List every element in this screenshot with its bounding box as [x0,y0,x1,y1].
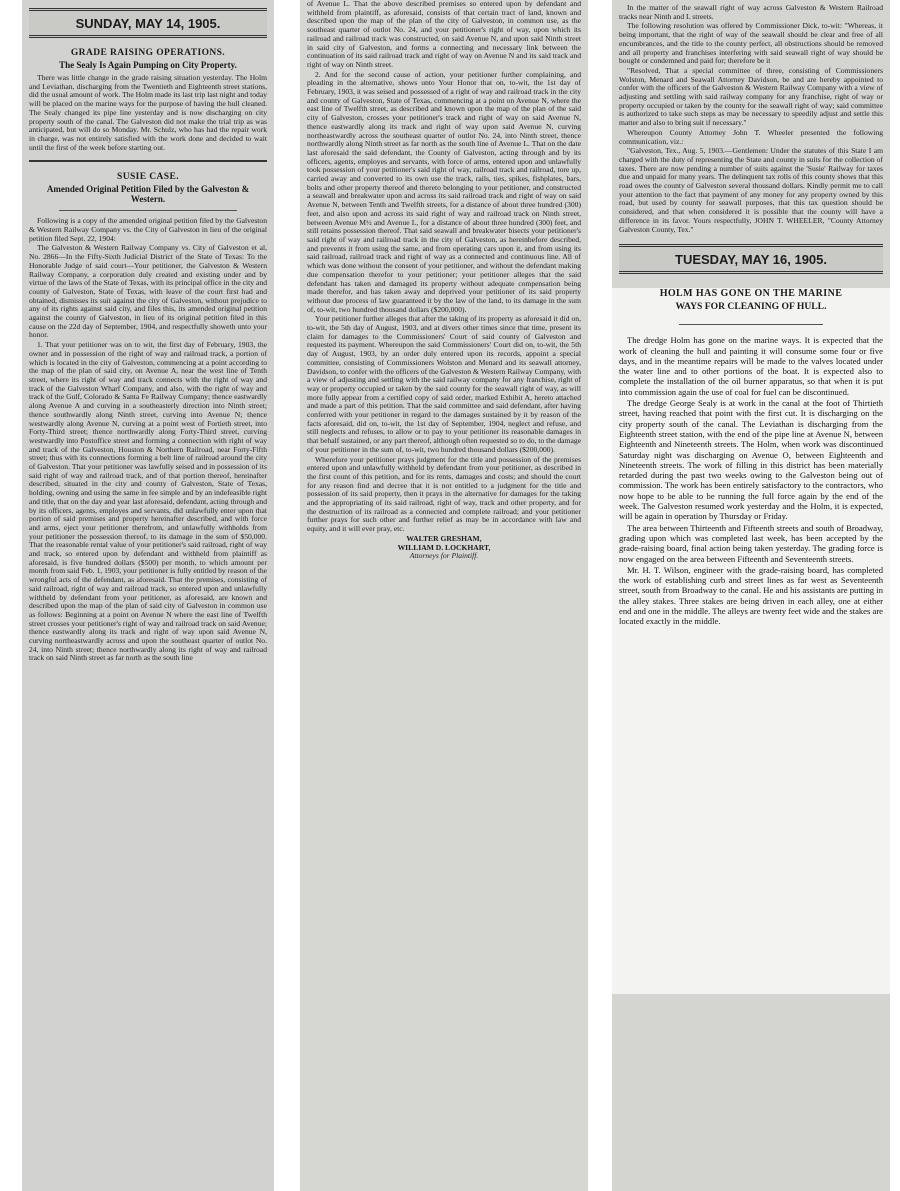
signature-name: WILLIAM D. LOCKHART, [397,542,491,552]
article-paragraph: Mr. H. T. Wilson, engineer with the grade-raising board, has completed the work of establishing curb and street lines as far west as Seventeenth street, south from Broadway to the canal. He and his assistants are putting in the alley stakes. Three stakes are being driven in each alley, one at either end and one in the middle. The alleys are twenty feet wide and the stakes are located exactly in the middle. [619,564,883,627]
article-paragraph: "Galveston, Tex., Aug. 5, 1903.—Gentlemen: Under the statutes of this State I am charged with the duty of representing the State and county in suits for the collection of taxes. There are now pending a number of suits against the 'Susie' Railway for taxes due and unpaid for many years. The delinquent tax rolls of this county shows that this road owes the county of Galveston several thousand dollars. Kindly permit me to call your attention to the fact that payment of any money for any property owned by this road, but used by county for seawall purposes, that this tax question should be considered, and that when considered it is possible that the county will have a difference in its favor. Yours respectfully, JOHN T. WHEELER, "County Attorney Galveston County, Tex." [619,146,883,234]
signature-block [307,535,581,561]
article-subhead: Amended Original Petition Filed by the Galveston & Western. [46,184,250,205]
article-paragraph: "Resolved, That a special committee of three, consisting of Commissioners Wolston, Menard and Seawall Attorney Davidson, be and are hereby appointed to confer with the officers of the Galveston & Western Railway Company with a view of adjusting and settling with said railway company for any franchise, right of way or property occupied or taken by the county for the seawall right of way; said committee is authorized to take such steps as may be necessary to speedily adjust and settle this matter and also to bring suit if necessary." [619,65,883,128]
article-headline: HOLM HAS GONE ON THE MARINE [659,288,843,300]
commissioners-court-proceedings [619,0,883,234]
article-paragraph: 1. That your petitioner was on to wit, the first day of February, 1903, the owner and in possession of the right of way and railroad track, a portion of which is located in the city of Galveston, commencing at a point according to the map of the plan of said city, on Avenue A, near the west line of Tenth street, where its right of way and track connects with the right of way and track of the Galveston Wharf Company, and also, with the right of way and track of the Gulf, Colorado & Santa Fe Railway Company; thence eastwardly along Avenue A and curving in a southeasterly direction into Ninth street; thence southwardly along Ninth street, curving into Avenue N; thence westwardly along Avenue N, curving at a point west of Fortieth street, into Forty-Third street; thence northwardly along Forty-Third street, curving westwardly into Postoffice street and forming a connection with right of way and track of the Galveston, Houston & Northern Railroad, near Forty-Fifth street; thus with its connections forming a belt line of railroad around the city of Galveston. That your petitioner was lawfully seised and in possession of its said right of way and railroad track, and of that portion thereof, hereinafter described, situated in the city and county of Galveston, State of Texas, holding, owning and using the same in fee simple and by an indefeasible right and title, that on the day and year last aforesaid, defendant, acting through and by its officers, agents, employes and servants, did unlawfully enter upon that portion of said premises and property hereinafter described, and with force and arms, eject your petitioner therefrom, and unlawfully withholds from your petitioner the possession thereof, to its damage in the sum of $50,000. That the reasonable rental value of your petitioner's said railroad, right of way and track, so entered upon by defendant and withheld from plaintiff as aforesaid, is five hundred dollars ($500) per month, to which amount per month from said Feb. 1, 1903, your petitioner is fully entitled by reason of the wrongful acts of the defendant, as aforesaid. That the premises, consisting of said railroad, right of way and railroad track, so entered upon and unlawfully withheld by defendant from your petitioner, as aforesaid, are known and described upon the map of the plan of said city of Galveston in common use as follows: Beginning at a point on Avenue N where the east line of Twelfth street crosses your petitioner's right of way and railroad track on said Avenue; thence eastwardly along its track and right of way upon said Avenue N, curving northeastwardly across and upon the southeast quarter of outlot No. 24, into Ninth street; thence northwardly along its right of way and railroad track on said Ninth street as far north as the south line [29,340,267,663]
article-subhead: WAYS FOR CLEANING OF HULL. [675,301,827,313]
divider [29,160,267,162]
middle-clipping-column [300,0,588,1191]
article-paragraph: The area between Thirteenth and Fifteenth streets and south of Broadway, grading upon which was completed last week, has been accepted by the grade-raising board, final action being taken yesterday. The grading force is now engaged on the area between Fifteenth and Seventeenth streets. [619,522,883,564]
article-holm-marine-ways [612,288,890,994]
article-paragraph: The Galveston & Western Railway Company vs. City of Galveston et al, No. 2866—In the Fifty-Sixth Judicial District of the State of Texas: To the Honorable Judge of said court—Your petitioner, the Galveston & Western Railway Company, a corporation duly created and existing under and by virtue of the laws of the State of Texas, with its principal office in the city and county of Galveston, State of Texas, with leave of the court first had and obtained, dismisses its suit against the city of Galveston, without prejudice to any of its rights against said city, and files this, its amended original petition against the county of Galveston, in lieu of its original petition filed in this cause on the 22d day of September, 1904, and respectfully showeth unto your honor. [29,243,267,340]
signature-role: Attorneys for Plaintiff. [409,551,479,561]
article-paragraph: The dredge George Sealy is at work in the canal at the foot of Thirtieth street, having reached that point with the first cut. It is discharging on the city property south of the canal. The Leviathan is discharging from the Eighteenth street station, with the end of the pipe line at Avenue N, between Eighteenth and Nineteenth streets. The Holm, when work was discontinued Saturday night was discharging on Avenue O, between Eighteenth and Nineteenth streets. The work of filling in this district has been materially retarded during the past two weeks owing to the Galveston being out of commission. The work has been entirely satisfactory to the contractors, who now hope to be able to be running the full force again by the end of the week. The Galveston resumed work yesterday and the Holm, it is expected, will be again in operation by Thursday or Friday. [619,398,883,522]
article-headline: GRADE RAISING OPERATIONS. [70,48,226,58]
article-paragraph: The dredge Holm has gone on the marine ways. It is expected that the work of cleaning the hull and painting it will consume some four or five days, and in the meantime repairs will be made to the valves located under the water line and to other portions of the boat. It is expected also to complete the installation of the oil burner apparatus, so that when it is put into commission again the use of coal for fuel can be discontinued. [619,335,883,397]
article-paragraph: There was little change in the grade raising situation yesterday. The Holm and Leviathan, discharging from the Twentieth and Eighteenth street stations, did the usual amount of work. The Holm made its last trip last night and today will be placed on the marine ways for the purpose of having the hull cleaned. The Sealy changed its pipe line yesterday and is now discharging on city property south of the canal. The Galveston did not make the trial trip as was anticipated, but will do so Monday. Mr. Schulz, who has had the repair work in charge, was not entirely satisfied with the work done and decided to wait until the first of the week before starting out. [29,73,267,152]
divider [679,324,823,325]
article-paragraph: The following resolution was offered by Commissioner Dick, to-wit: "Whereas, it being important, that the right of way of the seawall should be clear and free of all encumbrances, and the title to the county perfect, all obstructions should be removed and all property and franchises interfering with said seawall right of way should be bought or condemned and paid for; therefore be it [619,21,883,66]
article-subhead: The Sealy Is Again Pumping on City Property. [59,60,237,70]
article-paragraph: 2. And for the second cause of action, your petitioner further complaining, and pleading in the alternative, shows unto Your Honor that on, to-wit, the 1st day of February, 1903, it was seised and possessed of a right of way and railroad track in the city and county of Galveston, State of Texas, commencing at a point on Avenue N, where the east line of Twelfth street, as described and known upon the map of the plan of the said city of Galveston, crosses your petitioner's track and right of way on said Avenue N, thence eastwardly along its track and right of way upon said Avenue N, curving northeastwardly across the southeast quarter of outlot No. 24, into Ninth street, thence northwardly along Ninth street as far north as the south line of Avenue L. That on the date last aforesaid the said defendant, the County of Galveston, acting through and by its officers, agents, employes and servants, with force of arms, entered upon and unlawfully took possession of your petitioner's said right of way, railroad track and railroad, tore up, carried away and converted to its own use the track, rails, ties, spikes, fishplates, bars, bolts and other property thereof and thereto belonging to your petitioner, and constructed a seawall and breakwater upon and across its said railroad track and right of way on said Avenue N, between Tenth and Twelfth streets, for a distance of about three hundred (300) feet, and also upon and across its said right of way and railroad track on Ninth street, between Avenue M½ and Avenue L, for a distance of about three hundred (300) feet, and still retains possession thereof. That said seawall and breakwater bisects your petitioner's said right of way and railroad track in the city of Galveston, as hereinbefore described, and prevents it from using the same, and from operating cars upon it, and from using its said railroad, railroad track and right of way as a connected and continuous line. All of which was done without the consent of your petitioner, and without the defendant making due compensation therefor to your petitioner; your petitioner alleges that the said defendant has taken and damaged its property without adequate compensation being made therefor, and has taken away and deprived your petitioner of its said property without due process of law guaranteed it by the law of the land, to its damage in the sum of, to-wit, two hundred thousand dollars ($200,000). [307,69,581,314]
dateline-sunday: SUNDAY, MAY 14, 1905. [29,8,267,38]
article-paragraph: In the matter of the seawall right of way across Galveston & Western Railroad tracks near Ninth and L streets. [619,3,883,21]
article-paragraph: Your petitioner further alleges that after the taking of its property as aforesaid it did on, to-wit, the 5th day of August, 1903, and at divers other times since that time, present its claim for damages to the Commissioners' Court of said county of Galveston and requested its payment. Whereupon the said Commissioners' Court did on, to-wit, the 5th day of August, 1903, by an order duly entered upon its records, appoint a special committee, consisting of Commissioners Wolston and Menard and its seawall attorney, Davidson, to confer with the officers of the Galveston & Western Railway Company, with a view of adjusting and settling with the said railway company for any franchise, right of way or property occupied or taken by the said county for the seawall right of way, as will more fully appear from a certified copy of said order, marked Exhibit A, hereto attached and made a part of this petition. That the said committee and said defendant, after having conferred with your petitioner in regard to the damages sustained by it by reason of the facts aforesaid, did on, to-wit, the 1st day of September, 1904, neglect and refuse, and still neglects and refuses, to allow or to pay to your petitioner its reasonable damages in that behalf sustained, or any part thereof, although often requested so to do, to the damage of your petitioner in the sum of, to-wit, two hundred thousand dollars ($200,000). [307,314,581,454]
article-paragraph: Following is a copy of the amended original petition filed by the Galveston & Western Railway Company vs. the City of Galveston in lieu of the original petition filed Sept. 22, 1904: [29,216,267,243]
article-grade-raising [29,48,267,152]
article-paragraph: of Avenue L. That the above described premises so entered upon by defendant and withheld from plaintiff, as aforesaid, consists of that certain tract of land, known and described upon the map of the plan of the city of Galveston, in common use, as the southeast quarter of outlot No. 24, and your petitioner's right of way, upon which its railroad and railroad track was constructed, on said Avenue N, and upon said Ninth street in said city of Galveston, and forms a connecting and necessary link between the continuation of its said railroad track and right of way on Avenue N and its said track and right of way on Ninth street. [307,0,581,69]
article-susie-case [29,172,267,663]
article-paragraph: Whereupon County Attorney John T. Wheeler presented the following communication, viz.: [619,127,883,146]
article-paragraph: Wherefore your petitioner prays judgment for the title and possession of the premises entered upon and unlawfully withheld by defendant from your petitioner, as described in the first count of this petition, and for its rents, damages and costs; and should the court for any reason find and decree that it is not entitled to a judgment for the title and possession of its said property, then it prays in the alternative for damages for the taking and the appropriating of its said railroad, right of way, track and other property, and for the destruction of its railroad as a connected and complete railroad; and your petitioner further prays for such other and further relief as may be in accordance with law and equity, and it will ever pray, etc. [307,454,581,534]
left-clipping-column [22,0,274,1191]
article-headline: SUSIE CASE. [117,172,179,183]
right-clipping-column [612,0,890,1191]
signature-name: WALTER GRESHAM, [406,533,482,543]
dateline-tuesday: TUESDAY, MAY 16, 1905. [619,244,883,274]
divider [59,210,237,211]
